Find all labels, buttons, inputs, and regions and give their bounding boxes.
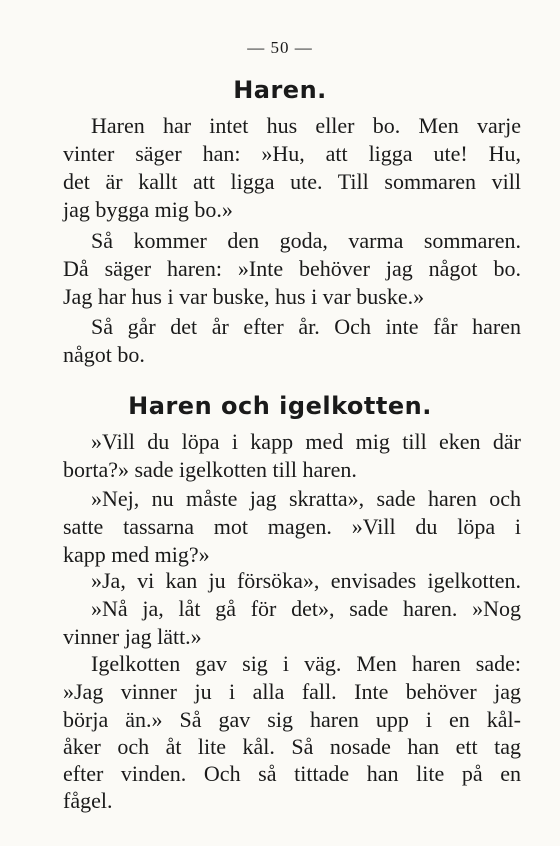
- text-line: Jag har hus i var buske, hus i var buske.»: [63, 284, 425, 309]
- text-line: något bo.: [63, 342, 145, 367]
- text-line: Då säger haren: »Inte behöver jag något bo.: [63, 256, 521, 281]
- text-line: satte tassarna mot magen. »Vill du löpa i: [63, 514, 521, 539]
- section-title-haren: Haren.: [233, 76, 327, 104]
- text-line: Så går det år efter år. Och inte får haren: [91, 314, 521, 339]
- text-line: kapp med mig?»: [63, 542, 210, 567]
- text-line: Igelkotten gav sig i väg. Men haren sade:: [91, 651, 521, 676]
- text-line: »Nå ja, låt gå för det», sade haren. »Nog: [91, 596, 521, 621]
- text-line: »Jag vinner ju i alla fall. Inte behöver jag: [63, 679, 521, 704]
- text-line: »Nej, nu måste jag skratta», sade haren och: [91, 486, 521, 511]
- text-line: åker och åt lite kål. Så nosade han ett tag: [63, 734, 521, 759]
- text-line: borta?» sade igelkotten till haren.: [63, 457, 357, 482]
- text-line: börja än.» Så gav sig haren upp i en kål-: [63, 707, 521, 732]
- text-line: »Ja, vi kan ju försöka», envisades igelkotten.: [91, 568, 521, 593]
- text-line: vinner jag lätt.»: [63, 624, 202, 649]
- text-line: »Vill du löpa i kapp med mig till eken där: [91, 429, 521, 454]
- section-title-haren-och-igelkotten: Haren och igelkotten.: [128, 392, 432, 420]
- text-line: det är kallt att ligga ute. Till sommaren vill: [63, 169, 521, 194]
- text-line: vinter säger han: »Hu, att ligga ute! Hu,: [63, 141, 521, 166]
- text-line: efter vinden. Och så tittade han lite på en: [63, 761, 521, 786]
- text-line: Så kommer den goda, varma sommaren.: [91, 228, 521, 253]
- text-line: Haren har intet hus eller bo. Men varje: [91, 113, 521, 138]
- text-line: fågel.: [63, 788, 113, 813]
- text-line: jag bygga mig bo.»: [63, 197, 233, 222]
- page-number: — 50 —: [247, 38, 313, 57]
